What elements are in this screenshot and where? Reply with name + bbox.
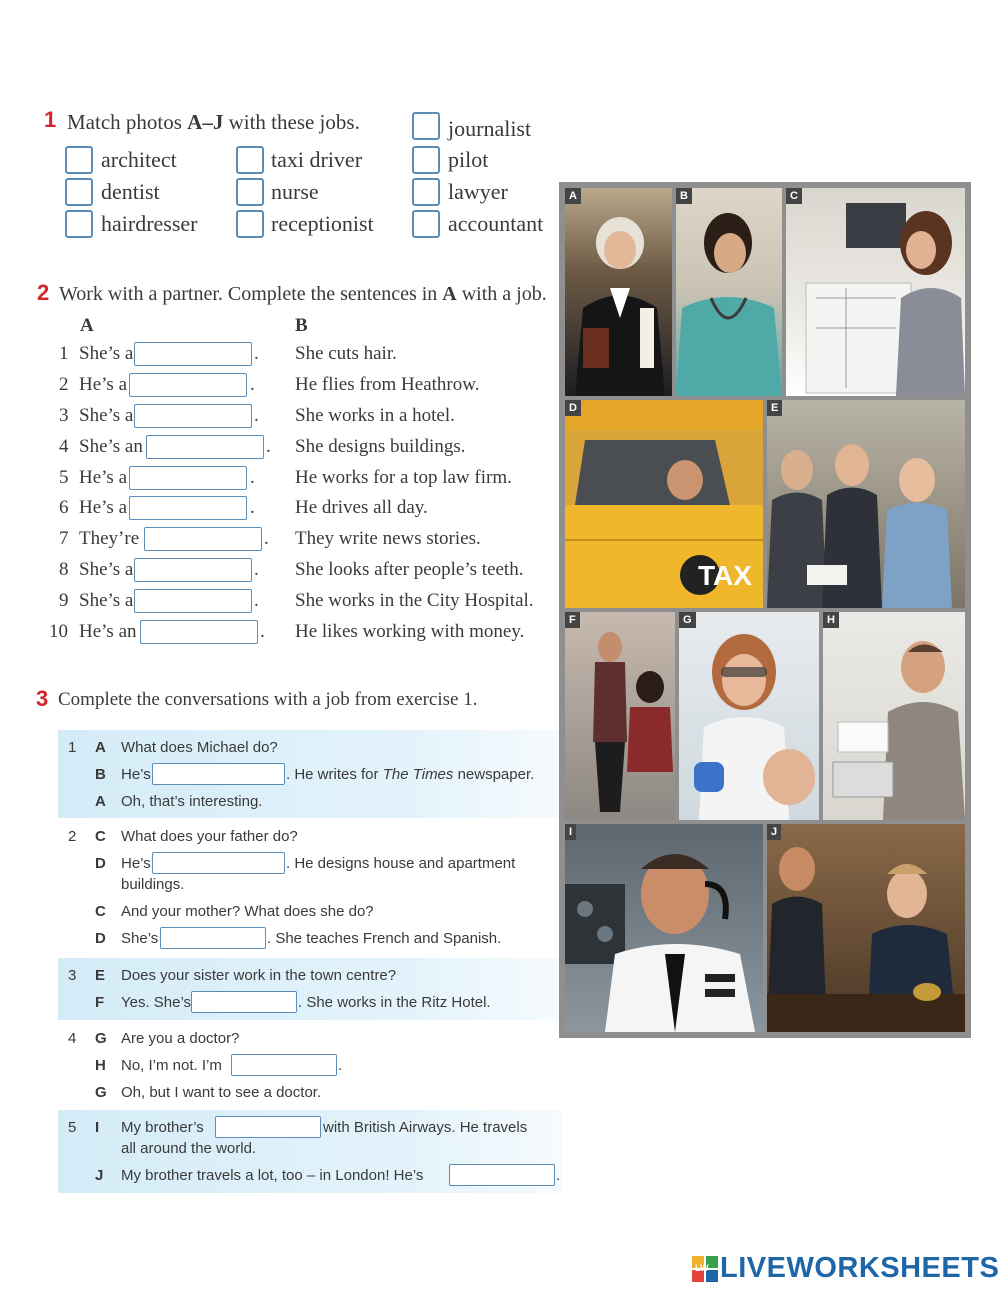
photo-d-taxi-driver [565, 400, 763, 608]
line-text-continued: buildings. [121, 876, 185, 893]
row-prefix: She’s a [79, 590, 134, 611]
photo-label-e: E [767, 400, 782, 416]
line-text: Oh, that’s interesting. [121, 793, 263, 810]
line-text: Oh, but I want to see a doctor. [121, 1084, 322, 1101]
line-text-end: . She teaches French and Spanish. [267, 930, 502, 947]
pilot-illustration [565, 824, 763, 1032]
row-clue: They write news stories. [295, 528, 481, 549]
line-text: What does your father do? [121, 828, 298, 845]
row-prefix: They’re [79, 528, 140, 549]
job-nurse: nurse [271, 179, 319, 204]
row-number: 9 [59, 590, 69, 611]
row-number: 2 [59, 374, 69, 395]
liveworksheets-logo: LIVEWORKSHEETS [720, 1252, 1000, 1284]
row-clue: She looks after people’s teeth. [295, 559, 524, 580]
badge-text: LW [695, 1263, 709, 1273]
conversation-number: 5 [68, 1119, 77, 1136]
photo-label-g: G [679, 612, 696, 628]
line-text: What does Michael do? [121, 739, 278, 756]
column-a-header: A [80, 315, 94, 336]
match-box-pilot[interactable] [412, 146, 440, 174]
instruction-bold: A–J [187, 110, 224, 134]
row-prefix: He’s a [79, 497, 128, 518]
speaker-label: G [95, 1030, 107, 1047]
speaker-label: I [95, 1119, 100, 1136]
line-text: My brother’s [121, 1119, 204, 1136]
period: . [254, 590, 259, 611]
answer-input-10[interactable] [140, 620, 258, 644]
liveworksheets-badge-icon [692, 1256, 718, 1282]
exercise-3-instruction: Complete the conversations with a job from exercise 1. [58, 689, 478, 710]
photo-g-dentist [679, 612, 819, 820]
photo-c-architect [786, 188, 965, 396]
period: . [250, 467, 255, 488]
exercise-3-number: 3 [36, 686, 49, 711]
photo-label-b: B [676, 188, 692, 204]
conversation-4-input[interactable] [231, 1054, 337, 1076]
line-text-part: newspaper. [453, 766, 535, 783]
line-text: My brother travels a lot, too – in London! He’s [121, 1167, 424, 1184]
period: . [260, 621, 265, 642]
speaker-label: B [95, 766, 106, 783]
match-box-architect[interactable] [65, 146, 93, 174]
speaker-label: F [95, 994, 105, 1011]
photo-label-d: D [565, 400, 581, 416]
line-text: No, I’m not. I’m [121, 1057, 222, 1074]
newspaper-title: The Times [382, 766, 454, 783]
row-prefix: She’s a [79, 559, 134, 580]
exercise-1-instruction [67, 110, 360, 135]
match-box-dentist[interactable] [65, 178, 93, 206]
period: . [254, 559, 259, 580]
row-prefix: She’s an [79, 436, 143, 457]
row-number: 3 [59, 405, 69, 426]
row-number: 5 [59, 467, 69, 488]
photo-label-i: I [565, 824, 576, 840]
answer-input-9[interactable] [134, 589, 252, 613]
match-box-hairdresser[interactable] [65, 210, 93, 238]
job-accountant: accountant [448, 211, 544, 236]
row-number: 10 [49, 621, 68, 642]
photo-label-f: F [565, 612, 580, 628]
line-text-end [286, 766, 534, 783]
period: . [254, 343, 259, 364]
photo-label-a: A [565, 188, 581, 204]
photo-label-j: J [767, 824, 781, 840]
photo-a-lawyer [565, 188, 672, 396]
row-prefix: She’s a [79, 343, 134, 364]
conversation-2-input-1[interactable] [152, 852, 285, 874]
job-dentist: dentist [101, 179, 160, 204]
match-box-receptionist[interactable] [236, 210, 264, 238]
row-number: 4 [59, 436, 69, 457]
instruction-text-end: with these jobs. [223, 110, 360, 134]
match-box-accountant[interactable] [412, 210, 440, 238]
speaker-label: C [95, 903, 106, 920]
line-text: He’s [121, 766, 151, 783]
line-text: And your mother? What does she do? [121, 903, 374, 920]
instruction-text-end: with a job. [456, 283, 547, 305]
line-text-end: . She works in the Ritz Hotel. [298, 994, 491, 1011]
photo-j-receptionist [767, 824, 965, 1032]
line-text-continued: all around the world. [121, 1140, 257, 1157]
job-lawyer: lawyer [448, 179, 508, 204]
row-clue: She works in the City Hospital. [295, 590, 534, 611]
photo-e-journalists [767, 400, 965, 608]
row-clue: She works in a hotel. [295, 405, 455, 426]
speaker-label: G [95, 1084, 107, 1101]
answer-input-4[interactable] [146, 435, 264, 459]
column-b-header: B [295, 315, 308, 336]
row-clue: He works for a top law firm. [295, 467, 512, 488]
match-box-nurse[interactable] [236, 178, 264, 206]
speaker-label: A [95, 793, 106, 810]
job-architect: architect [101, 147, 177, 172]
row-number: 1 [59, 343, 69, 364]
dentist-illustration [679, 612, 819, 820]
photo-f-hairdresser [565, 612, 675, 820]
job-journalist: journalist [448, 116, 532, 141]
row-prefix: He’s a [79, 374, 128, 395]
answer-input-3[interactable] [134, 404, 252, 428]
row-prefix: He’s an [79, 621, 137, 642]
photo-b-nurse [676, 188, 782, 396]
answer-input-6[interactable] [129, 496, 247, 520]
architect-illustration [786, 188, 965, 396]
speaker-label: H [95, 1057, 106, 1074]
conversation-number: 4 [68, 1030, 77, 1047]
conversation-number: 3 [68, 967, 77, 984]
answer-input-7[interactable] [144, 527, 262, 551]
answer-input-1[interactable] [134, 342, 252, 366]
exercise-2-number: 2 [37, 280, 50, 305]
line-text: He’s [121, 855, 151, 872]
speaker-label: D [95, 930, 106, 947]
row-number: 6 [59, 497, 69, 518]
conversation-number: 2 [68, 828, 77, 845]
lawyer-illustration [565, 188, 672, 396]
period: . [250, 374, 255, 395]
conversation-3-input[interactable] [191, 991, 297, 1013]
match-box-taxi-driver[interactable] [236, 146, 264, 174]
job-receptionist: receptionist [271, 211, 374, 236]
job-taxi-driver: taxi driver [271, 147, 363, 172]
conversation-5-input-2[interactable] [449, 1164, 555, 1186]
exercise-1-number: 1 [44, 107, 57, 132]
row-clue: He flies from Heathrow. [295, 374, 480, 395]
answer-input-2[interactable] [129, 373, 247, 397]
job-pilot: pilot [448, 147, 489, 172]
speaker-label: A [95, 739, 106, 756]
photo-h-accountant [823, 612, 965, 820]
accountant-illustration [823, 612, 965, 820]
line-text-part: . He writes for [286, 766, 383, 783]
row-clue: She designs buildings. [295, 436, 466, 457]
period: . [266, 436, 271, 457]
instruction-text: Match photos [67, 110, 188, 134]
row-number: 8 [59, 559, 69, 580]
row-clue: He likes working with money. [295, 621, 525, 642]
conversation-2-input-2[interactable] [160, 927, 266, 949]
photo-label-h: H [823, 612, 839, 628]
line-text: Yes. She’s [121, 994, 192, 1011]
receptionist-illustration [767, 824, 965, 1032]
line-text: She’s [121, 930, 159, 947]
answer-input-5[interactable] [129, 466, 247, 490]
exercise-2-instruction [59, 283, 547, 306]
period: . [250, 497, 255, 518]
speaker-label: C [95, 828, 106, 845]
row-prefix: He’s a [79, 467, 128, 488]
conversation-number: 1 [68, 739, 77, 756]
photo-i-pilot [565, 824, 763, 1032]
line-text-end: . [338, 1057, 343, 1074]
speaker-label: D [95, 855, 106, 872]
row-clue: She cuts hair. [295, 343, 397, 364]
row-number: 7 [59, 528, 69, 549]
hairdresser-illustration [565, 612, 675, 820]
instruction-bold: A [442, 283, 457, 305]
conversation-1-input[interactable] [152, 763, 285, 785]
line-text: Are you a doctor? [121, 1030, 240, 1047]
answer-input-8[interactable] [134, 558, 252, 582]
instruction-text: Work with a partner. Complete the sentences in [59, 283, 443, 305]
speaker-label: E [95, 967, 106, 984]
line-text-end: . [556, 1167, 561, 1184]
photo-collage [559, 182, 971, 1038]
line-text: Does your sister work in the town centre? [121, 967, 397, 984]
speaker-label: J [95, 1167, 104, 1184]
conversation-5-input-1[interactable] [215, 1116, 321, 1138]
photo-label-c: C [786, 188, 802, 204]
match-box-journalist[interactable] [412, 112, 440, 140]
line-text-end: . He designs house and apartment [286, 855, 516, 872]
row-prefix: She’s a [79, 405, 134, 426]
row-clue: He drives all day. [295, 497, 428, 518]
match-box-lawyer[interactable] [412, 178, 440, 206]
period: . [264, 528, 269, 549]
line-text-end: with British Airways. He travels [323, 1119, 528, 1136]
nurse-illustration [676, 188, 782, 396]
job-hairdresser: hairdresser [101, 211, 198, 236]
period: . [254, 405, 259, 426]
taxi-sign-text: TAX [698, 560, 752, 591]
journalists-illustration [767, 400, 965, 608]
